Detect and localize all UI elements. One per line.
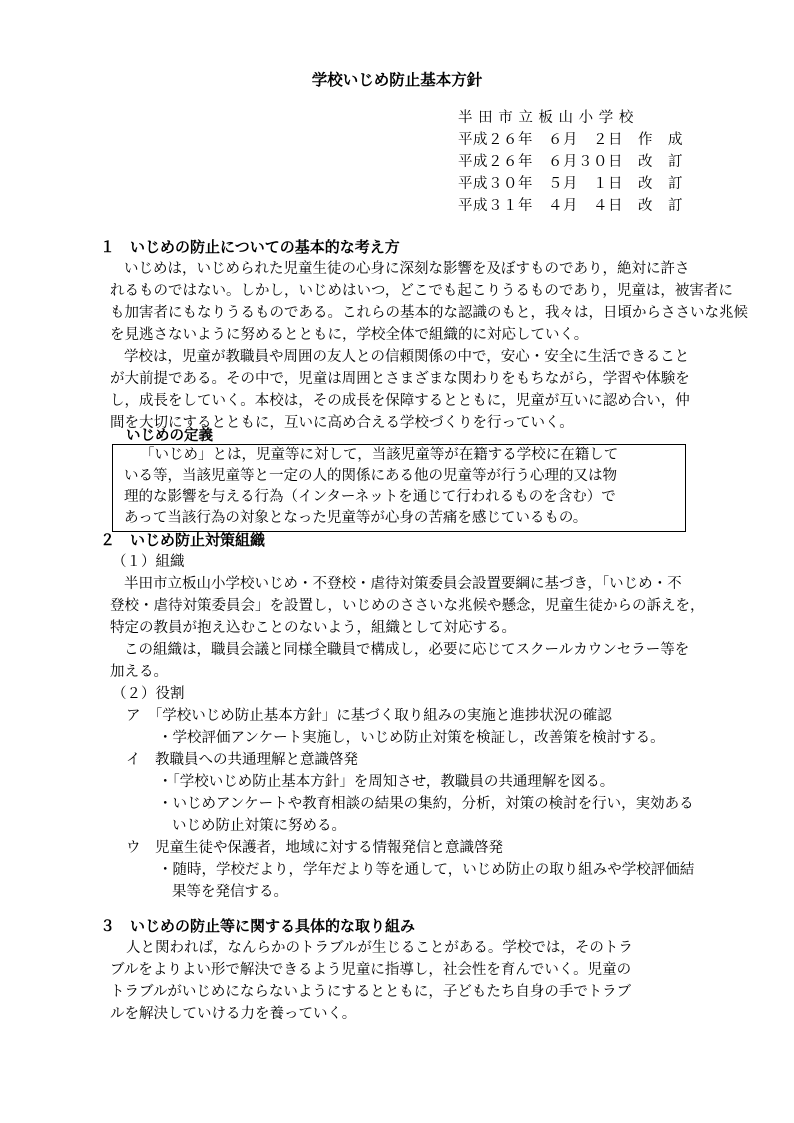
role-item: ウ 児童生徒や保護者，地域に対する情報発信と意識啓発 [126,840,503,856]
paragraph-line: トラブルがいじめにならないようにするとともに，子どもたち自身の手でトラブ [110,984,632,1000]
definition-heading: いじめの定義 [126,428,213,444]
paragraph-line: 学校は，児童が教職員や周囲の友人との信頼関係の中で，安心・安全に生活できること [124,349,690,365]
paragraph-line: 特定の教員が抱え込むことのないよう，組織として対応する。 [110,620,516,636]
definition-line: あって当該行為の対象となった児童等が心身の苦痛を感じているもの。 [124,510,588,526]
paragraph-line: 人と関われば，なんらかのトラブルが生じることがある。学校では，そのトラ [126,940,633,956]
history-line: 平成３１年 ４月 ４日 改 訂 [458,198,683,214]
role-item: ア 「学校いじめ防止基本方針」に基づく取り組みの実施と進捗状況の確認 [126,708,612,724]
section-3-heading: ３ いじめの防止等に関する具体的な取り組み [100,917,416,935]
paragraph-line: いじめは，いじめられた児童生徒の心身に深刻な影響を及ぼすものであり，絶対に許さ [124,261,690,277]
paragraph-line: 間を大切にするとともに，互いに高め合える学校づくりを行っていく。 [110,415,574,431]
role-detail: ・「学校いじめ防止基本方針」を周知させ，教職員の共通理解を図る。 [158,774,615,790]
role-detail: ・いじめアンケートや教育相談の結果の集約，分析，対策の検討を行い，実効ある [158,796,694,812]
definition-line: 「いじめ」とは，児童等に対して，当該児童等が在籍する学校に在籍して [140,447,619,463]
document-title: 学校いじめ防止基本方針 [311,71,483,89]
paragraph-line: れるものではない。しかし，いじめはいつ，どこでも起こりうるものであり，児童は，被害者に [110,283,733,299]
role-detail: いじめ防止対策に努める。 [172,818,346,834]
role-detail: ・学校評価アンケート実施し，いじめ防止対策を検証し，改善策を検討する。 [158,730,665,746]
history-line: 平成２６年 ６月３０日 改 訂 [458,154,683,170]
paragraph-line: 加える。 [110,664,168,680]
role-detail: ・随時，学校だより，学年だより等を通して，いじめ防止の取り組みや学校評価結 [158,862,695,878]
history-line: 平成３０年 ５月 １日 改 訂 [458,176,683,192]
paragraph-line: を見逃さないように努めるとともに，学校全体で組織的に対応していく。 [110,327,589,343]
role-item: イ 教職員への共通理解と意識啓発 [126,752,358,768]
paragraph-line: 登校・虐待対策委員会」を設置し，いじめのささいな兆候や懸念，児童生徒からの訴えを， [110,598,705,614]
paragraph-line: も加害者にもなりうるものである。これらの基本的な認識のもと，我々は，日頃からささいな兆候 [110,305,748,321]
paragraph-line: し，成長をしていく。本校は，その成長を保障するとともに，児童が互いに認め合い，仲 [110,393,690,409]
subheading-organization: （１）組織 [112,554,185,570]
definition-line: いる等，当該児童等と一定の人的関係にある他の児童等が行う心理的又は物 [124,468,617,484]
role-detail: 果等を発信する。 [172,884,288,900]
paragraph-line: が大前提である。その中で，児童は周囲とさまざまな関わりをもちながら，学習や体験を [110,371,690,387]
section-2-heading: ２ いじめ防止対策組織 [100,531,266,549]
history-line: 平成２６年 ６月 ２日 作 成 [458,132,683,148]
paragraph-line: ルを解決していける力を養っていく。 [110,1006,357,1022]
paragraph-line: この組織は，職員会議と同様全職員で構成し，必要に応じてスクールカウンセラー等を [124,642,690,658]
section-1-heading: １ いじめの防止についての基本的な考え方 [100,238,400,256]
paragraph-line: 半田市立板山小学校いじめ・不登校・虐待対策委員会設置要綱に基づき，「いじめ・不 [124,576,682,592]
paragraph-line: ブルをよりよい形で解決できるよう児童に指導し，社会性を育んでいく。児童の [110,962,632,978]
definition-line: 理的な影響を与える行為（インターネットを通じて行われるものを含む）で [124,489,616,505]
school-name: 半 田 市 立 板 山 小 学 校 [458,110,634,126]
subheading-roles: （２）役割 [112,686,185,702]
